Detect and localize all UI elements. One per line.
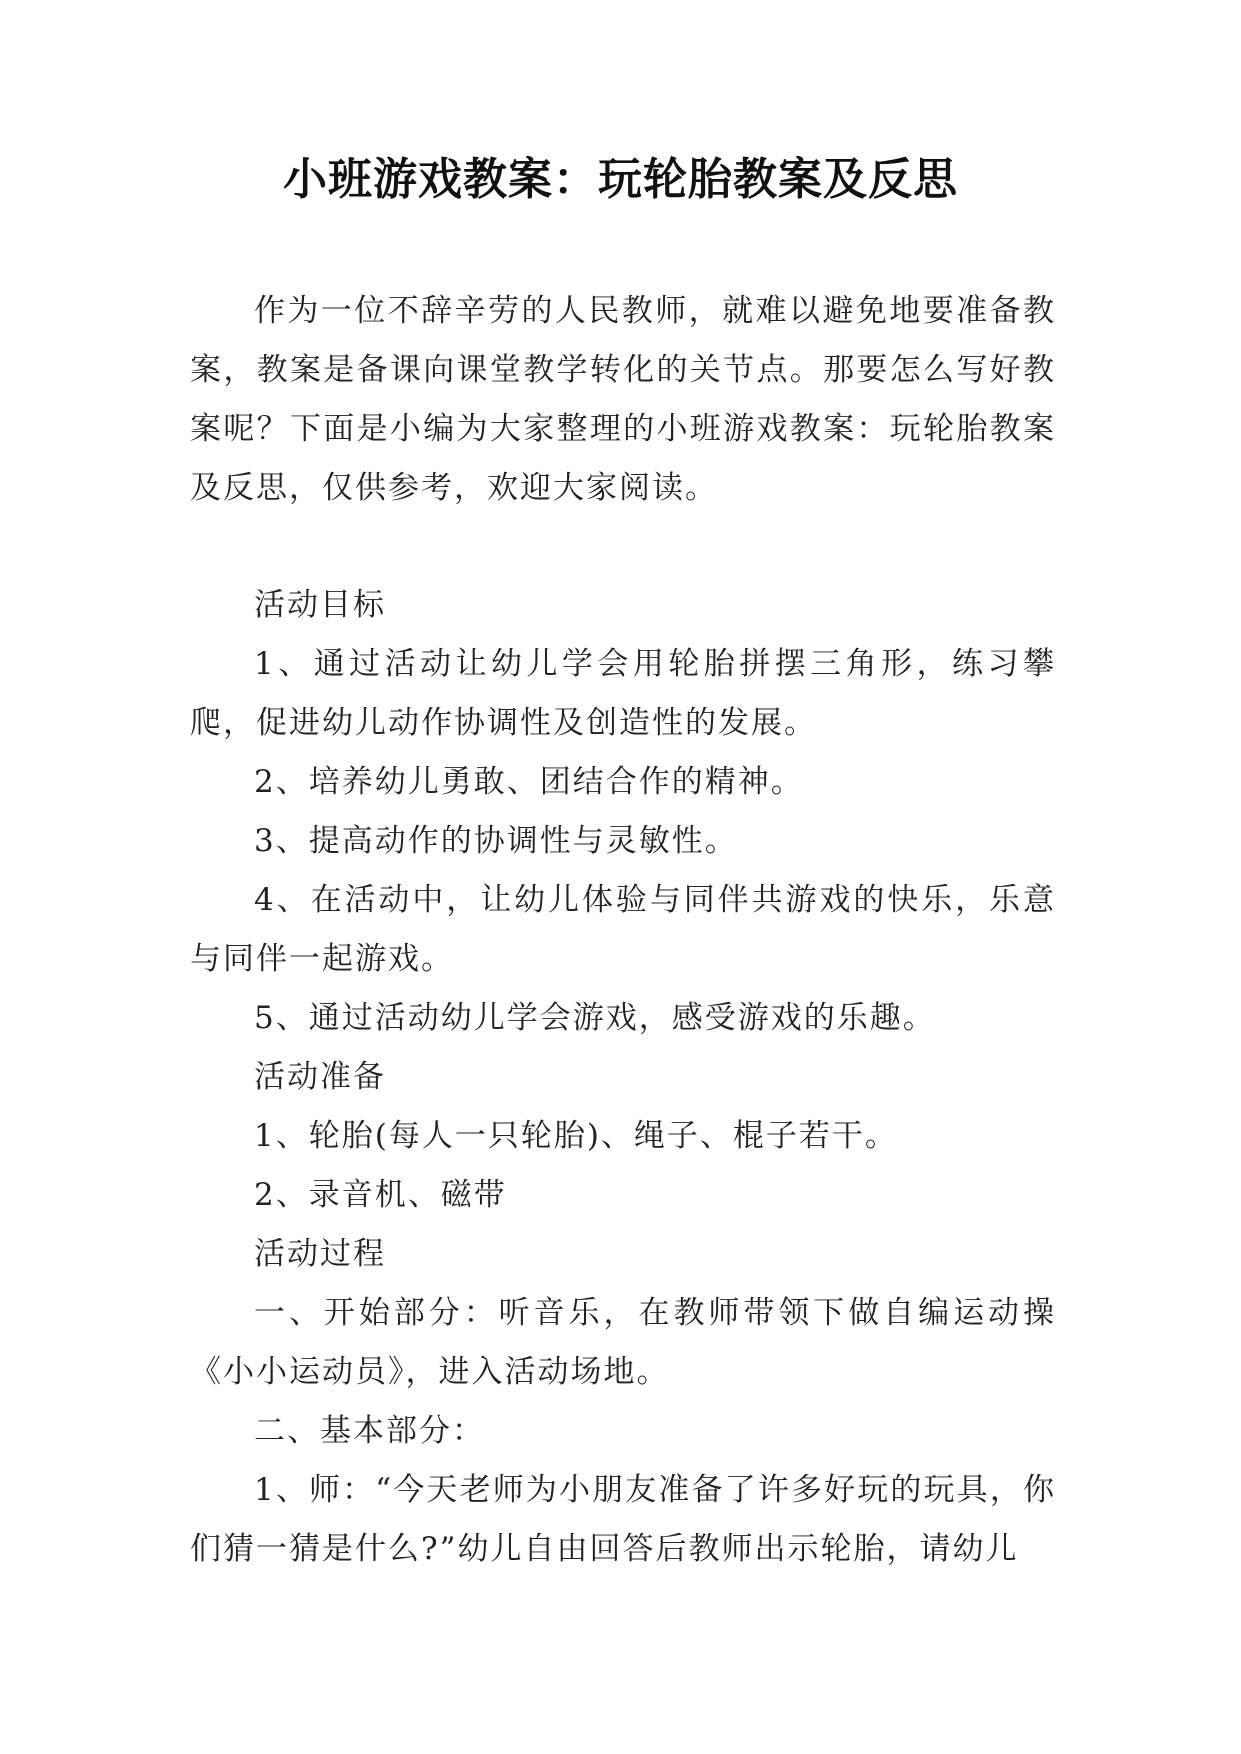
preparation-item-1: 1、轮胎(每人一只轮胎)、绳子、棍子若干。 [254, 1118, 898, 1154]
section-heading-process: 活动过程 [254, 1236, 386, 1272]
process-part-1: 一、开始部分：听音乐，在教师带领下做自编运动操《小小运动员》，进入活动场地。 [190, 1295, 1056, 1390]
goal-item-2: 2、培养幼儿勇敢、团结合作的精神。 [254, 764, 804, 800]
section-heading-preparation: 活动准备 [254, 1059, 386, 1095]
preparation-item-2: 2、录音机、磁带 [254, 1177, 507, 1213]
document-title: 小班游戏教案：玩轮胎教案及反思 [283, 154, 958, 205]
goal-item-4: 4、在活动中，让幼儿体验与同伴共游戏的快乐，乐意与同伴一起游戏。 [190, 882, 1056, 977]
process-step-1: 1、师：“今天老师为小朋友准备了许多好玩的玩具，你们猜一猜是什么?”幼儿自由回答后教师出示轮胎，请幼儿 [190, 1472, 1056, 1567]
document-body [190, 282, 1056, 1579]
goal-item-3: 3、提高动作的协调性与灵敏性。 [254, 823, 738, 859]
process-part-2-heading: 二、基本部分： [254, 1413, 485, 1449]
intro-paragraph: 作为一位不辞辛劳的人民教师，就难以避免地要准备教案，教案是备课向课堂教学转化的关节点。那要怎么写好教案呢？下面是小编为大家整理的小班游戏教案：玩轮胎教案及反思，仅供参考，欢迎大家阅读。 [190, 293, 1056, 506]
goal-item-1: 1、通过活动让幼儿学会用轮胎拼摆三角形，练习攀爬，促进幼儿动作协调性及创造性的发展。 [190, 646, 1056, 741]
section-heading-goals: 活动目标 [254, 587, 386, 623]
goal-item-5: 5、通过活动幼儿学会游戏，感受游戏的乐趣。 [254, 1000, 936, 1036]
